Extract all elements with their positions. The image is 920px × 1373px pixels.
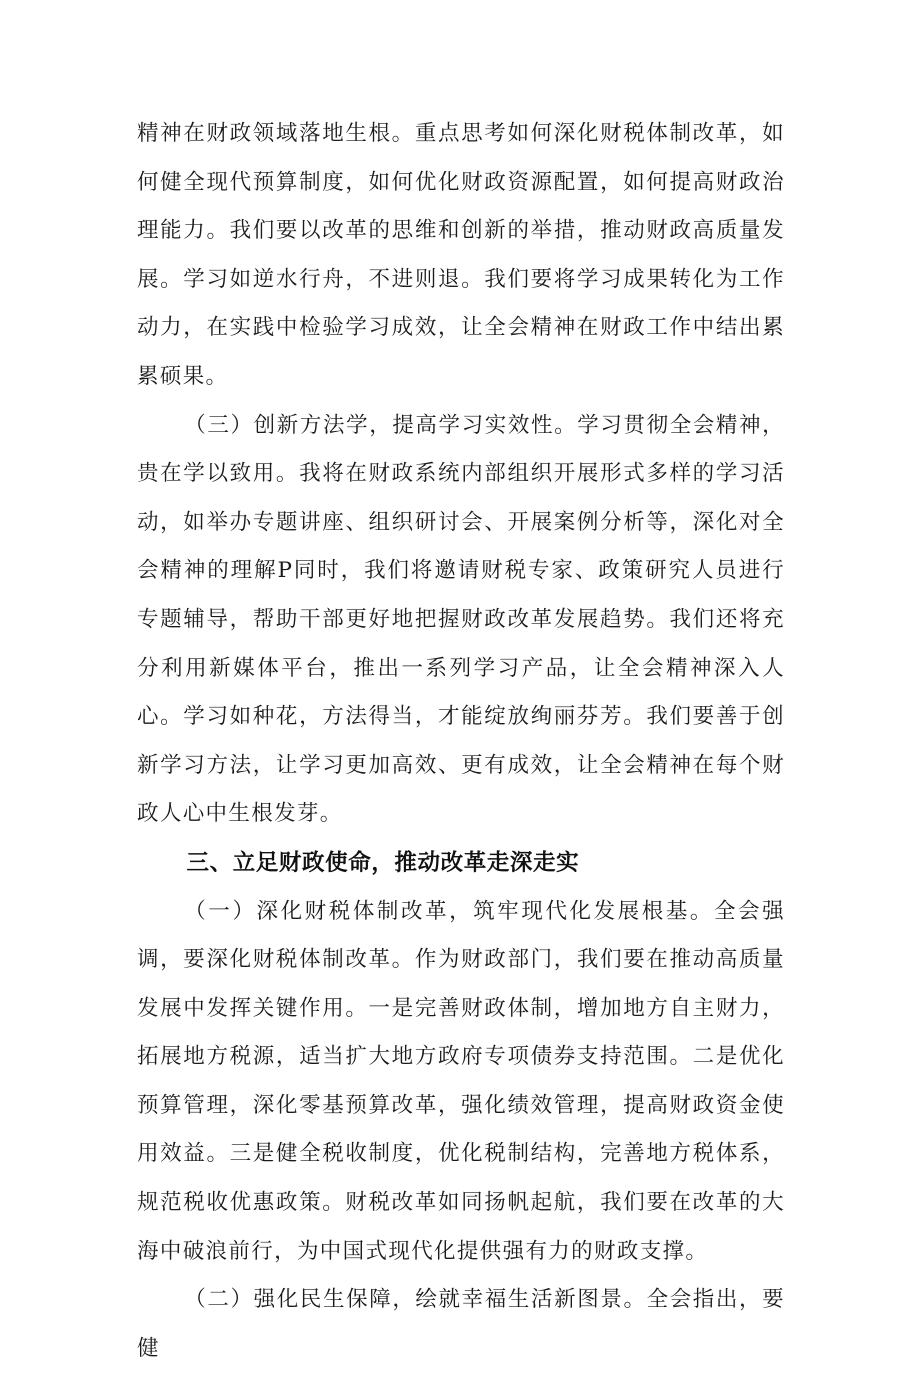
paragraph-fiscal-tax-reform: （一）深化财税体制改革，筑牢现代化发展根基。全会强调，要深化财税体制改革。作为财政部门，我们要在推动高质量发展中发挥关键作用。一是完善财政体制，增加地方自主财力，拓展地方税源，适当扩大地方政府专项债券支持范围。二是优化预算管理，深化零基预算改革，强化绩效管理，提高财政资金使用效益。三是健全税收制度，优化税制结构，完善地方税体系，规范税收优惠政策。财税改革如同扬帆起航，我们要在改革的大海中破浪前行，为中国式现代化提供强有力的财政支撑。 xyxy=(137,898,785,1264)
paragraph-continuation: 精神在财政领域落地生根。重点思考如何深化财税体制改革，如何健全现代预算制度，如何优化财政资源配置，如何提高财政治理能力。我们要以改革的思维和创新的举措，推动财政高质量发展。学习如逆水行舟，不进则退。我们要将学习成果转化为工作动力，在实践中检验学习成效，让全会精神在财政工作中结出累累硕果。 xyxy=(137,121,785,389)
section-heading-three: 三、立足财政使命，推动改革走深走实 xyxy=(186,849,580,876)
paragraph-livelihood-security: （二）强化民生保障，绘就幸福生活新图景。全会指出，要健 xyxy=(137,1287,785,1361)
paragraph-innovate-learning-methods: （三）创新方法学，提高学习实效性。学习贯彻全会精神，贵在学以致用。我将在财政系统内部组织开展形式多样的学习活动，如举办专题讲座、组织研讨会、开展案例分析等，深化对全会精神的理解P同时，我们将邀请财税专家、政策研究人员进行专题辅导，帮助干部更好地把握财政改革发展趋势。我们还将充分利用新媒体平台，推出一系列学习产品，让全会精神深入人心。学习如种花，方法得当，才能绽放绚丽芬芳。我们要善于创新学习方法，让学习更加高效、更有成效，让全会精神在每个财政人心中生根发芽。 xyxy=(137,412,785,827)
document-body xyxy=(137,110,785,1373)
